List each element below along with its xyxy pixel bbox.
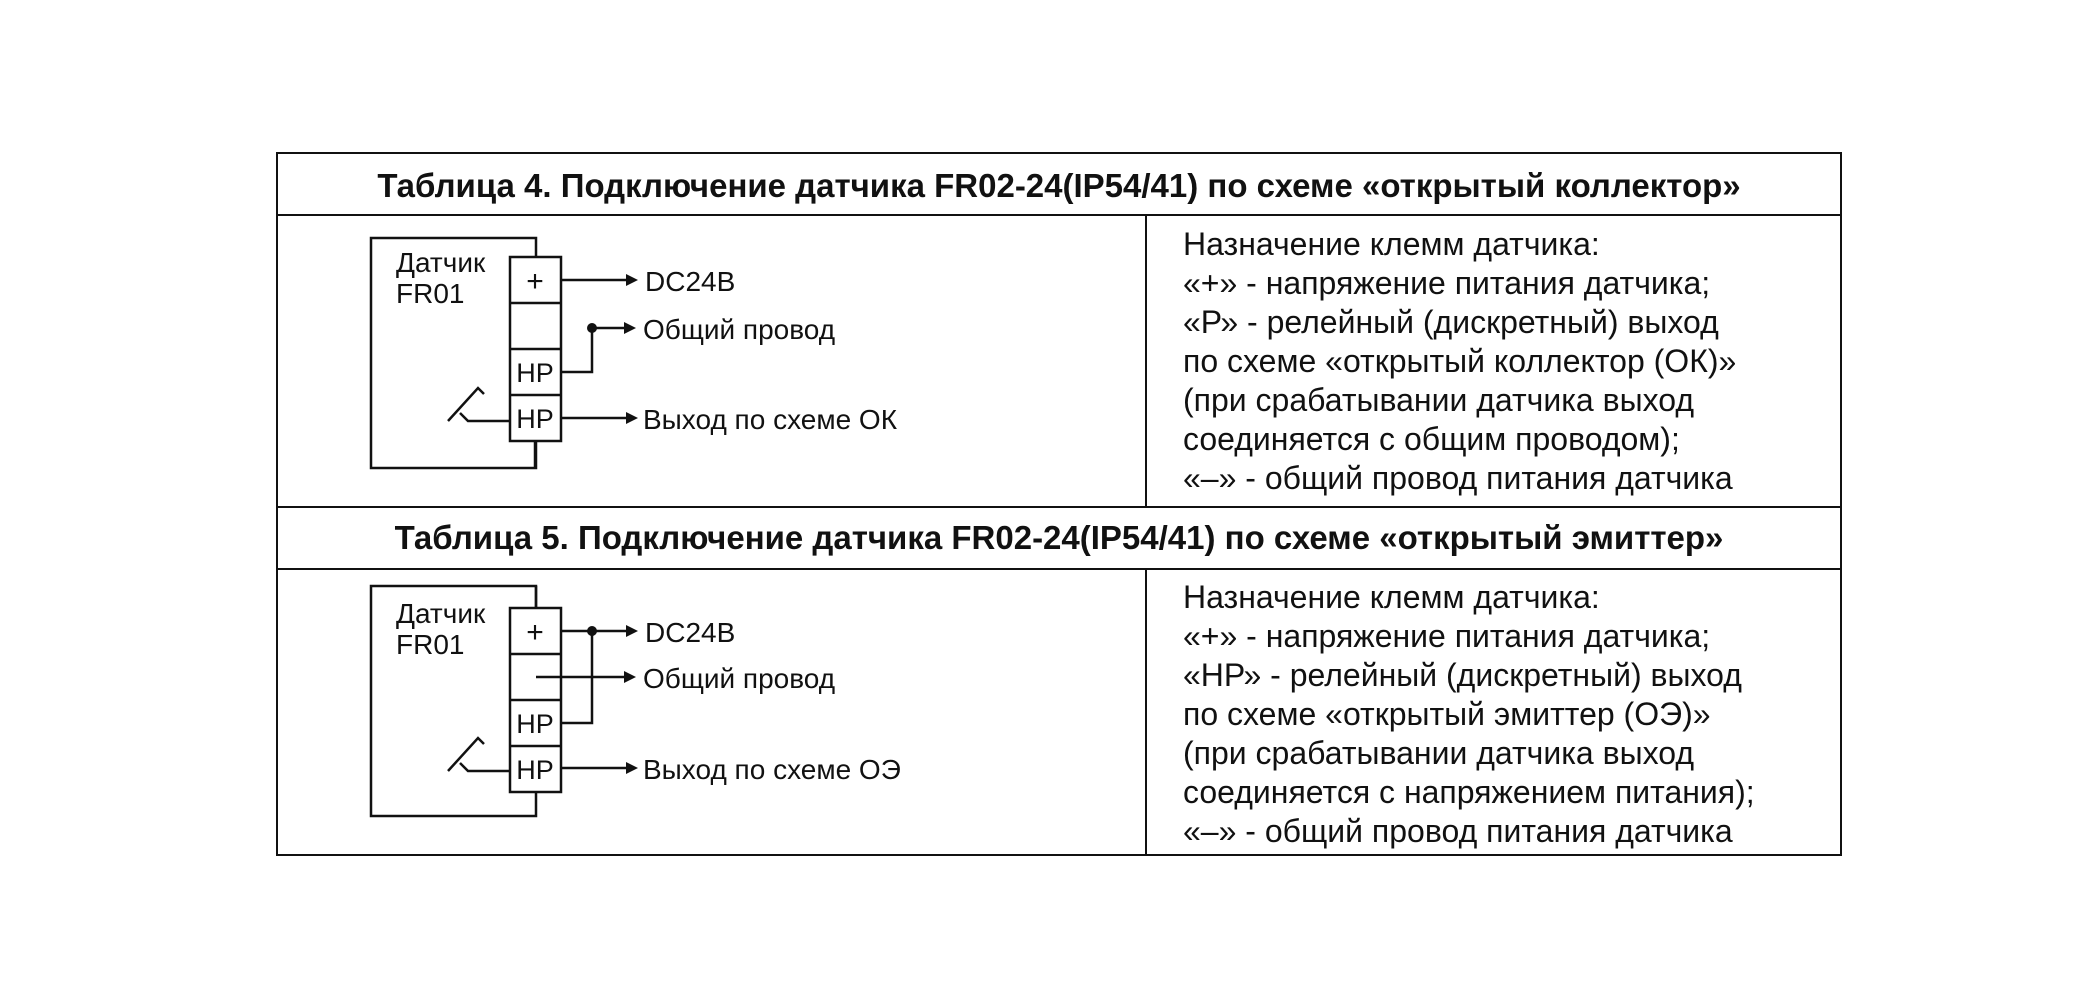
description-line: соединяется с напряжением питания); [1183,774,1755,810]
terminal-no-label-2: НР [516,404,554,434]
table-4-terminal-description [1183,225,1736,498]
description-line: «–» - общий провод питания датчика [1183,813,1733,849]
junction-dot [587,323,597,333]
table-5-terminal-description [1183,578,1755,851]
common-wire [561,328,624,372]
terminal-plus-label: + [526,616,544,649]
description-line: Назначение клемм датчика: [1183,226,1600,262]
sensor-label-line1: Датчик [396,247,486,278]
column-divider [1145,568,1147,856]
sensor-label-line2: FR01 [396,278,465,309]
description-line: «+» - напряжение питания датчика; [1183,265,1711,301]
description-line: «НР» - релейный (дискретный) выход [1183,657,1742,693]
description-line: (при срабатывании датчика выход [1183,735,1694,771]
sensor-label-line1: Датчик [396,598,486,629]
output-label-oe: Выход по схеме ОЭ [643,754,901,785]
column-divider [1145,214,1147,506]
terminal-no-label-2: НР [516,755,554,785]
sensor-label-line2: FR01 [396,629,465,660]
relay-contact-symbol [448,738,484,771]
output-label-dc24b: DC24B [645,617,736,648]
table-5-title: Таблица 5. Подключение датчика FR02-24(IP54/41) по схеме «открытый эмиттер» [394,519,1724,556]
description-line: «–» - общий провод питания датчика [1183,460,1733,496]
terminal-plus-label: + [526,265,544,298]
output-label-ok: Выход по схеме ОК [643,404,898,435]
description-line: по схеме «открытый коллектор (ОК)» [1183,343,1737,379]
output-label-common: Общий провод [643,314,836,345]
description-line: «+» - напряжение питания датчика; [1183,618,1711,654]
relay-contact-symbol [448,388,484,421]
table-4-title: Таблица 4. Подключение датчика FR02-24(IP54/41) по схеме «открытый коллектор» [377,167,1741,204]
description-line: (при срабатывании датчика выход [1183,382,1694,418]
table-5-wiring-diagram [278,570,1138,856]
output-label-common: Общий провод [643,663,836,694]
connection-tables [276,152,1842,856]
output-label-dc24b: DC24B [645,266,736,297]
description-line: по схеме «открытый эмиттер (ОЭ)» [1183,696,1711,732]
terminal-no-label-1: НР [516,358,554,388]
description-line: Назначение клемм датчика: [1183,579,1600,615]
table-4-wiring-diagram [278,216,1138,506]
description-line: «Р» - релейный (дискретный) выход [1183,304,1719,340]
terminal-no-label-1: НР [516,709,554,739]
description-line: соединяется с общим проводом); [1183,421,1680,457]
